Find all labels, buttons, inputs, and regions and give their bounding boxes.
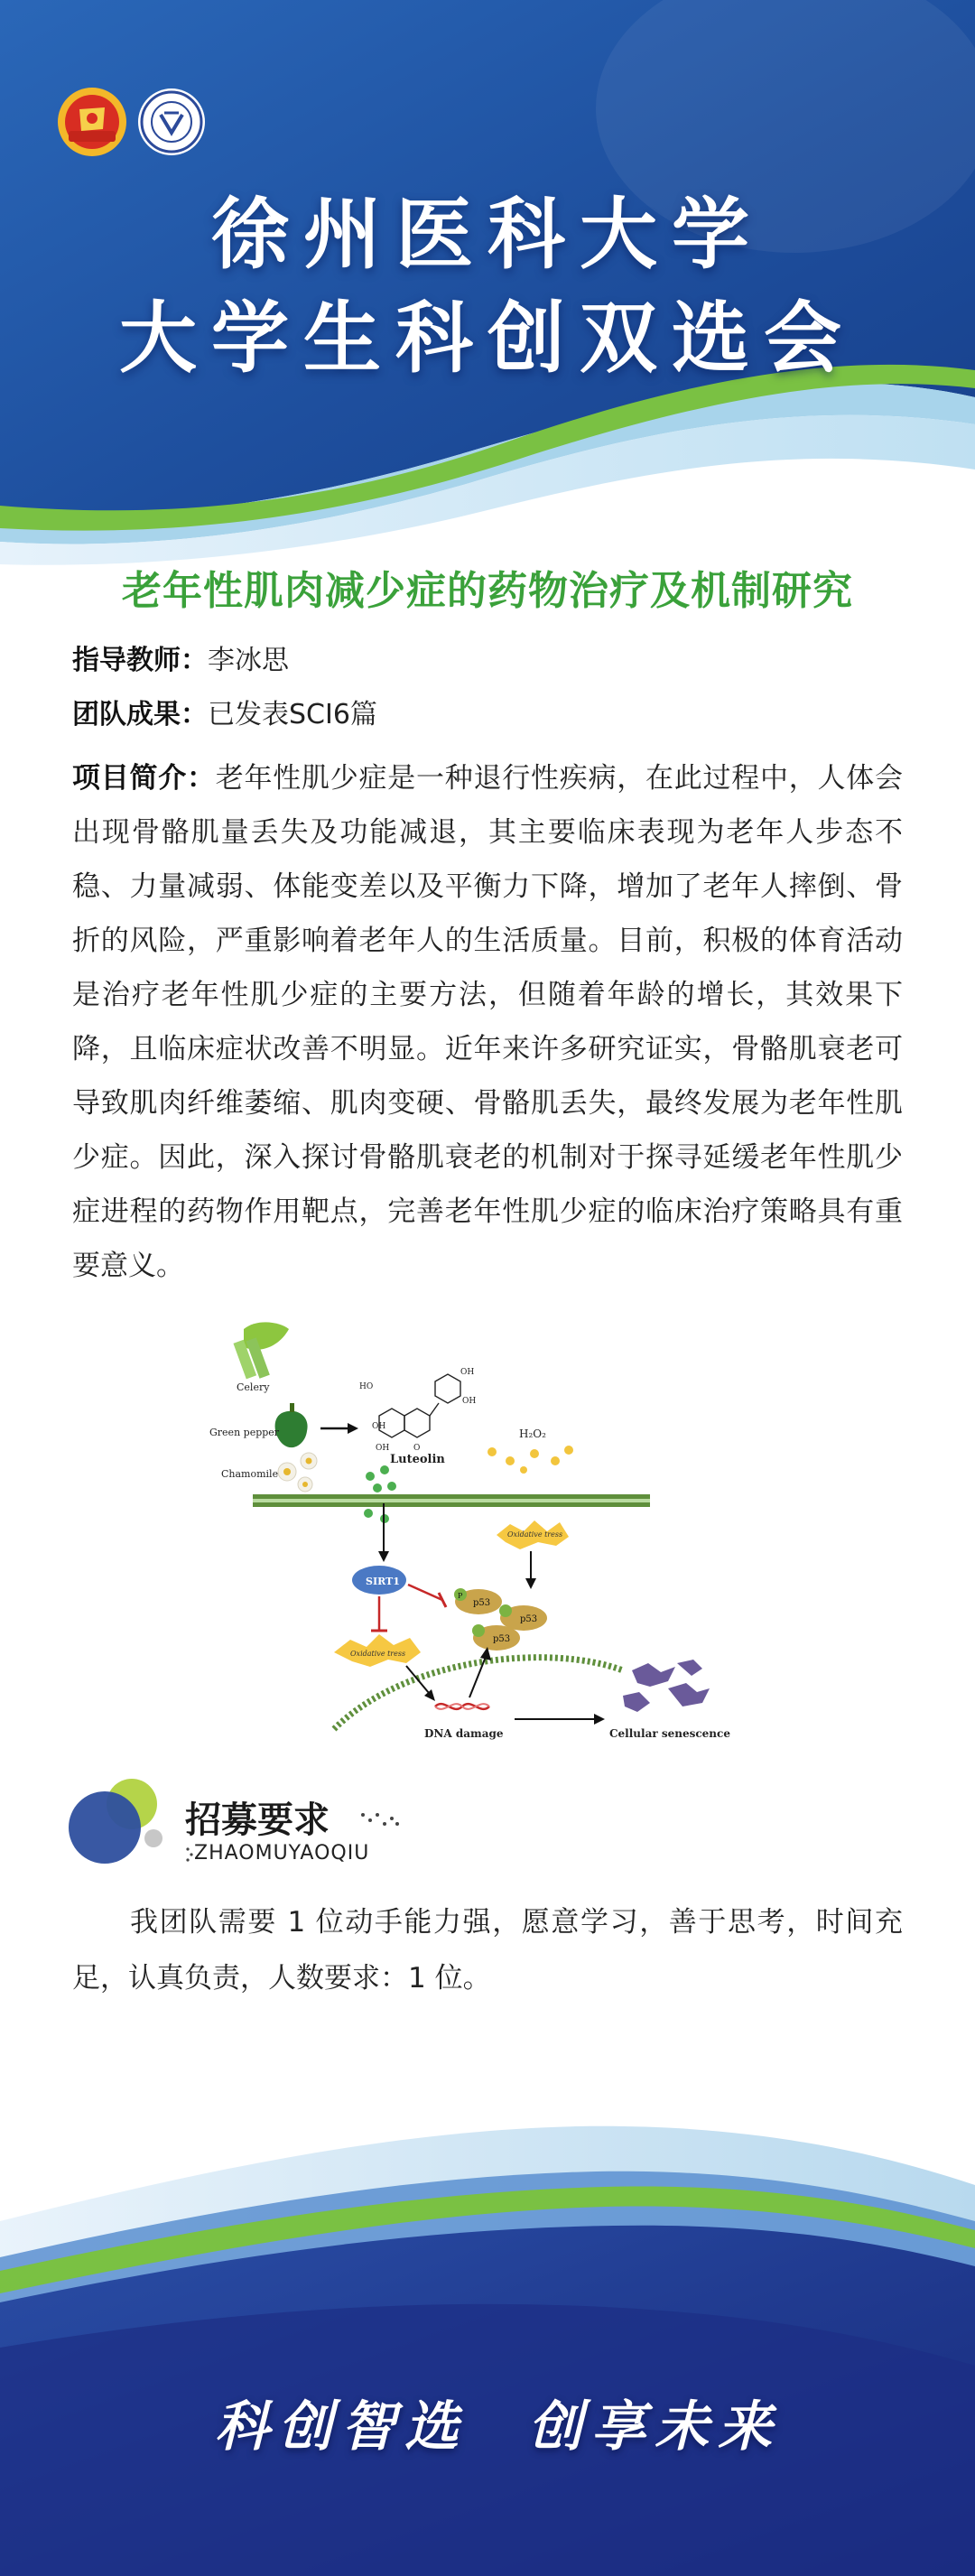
subtitle-dots-icon <box>185 1846 194 1864</box>
intro-text: 老年性肌少症是一种退行性疾病，在此过程中，人体会出现骨骼肌量丢失及功能减退，其主要临床表现为老年人步态不稳、力量减弱、体能变差以及平衡力下降，增加了老年人摔倒、骨折的风险，严重影响着老年人的生活质量。目前，积极的体育活动是治疗老年性肌少症的主要方法，但随着年龄的增长，其效果下降，且临床症状改善不明显。近年来许多研究证实，骨骼肌衰老可导致肌肉纤维萎缩、肌肉变硬、骨骼肌丢失，最终发展为老年性肌少症。因此，深入探讨骨骼肌衰老的机制对于探寻延缓老年性肌少症进程的药物作用靶点，完善老年性肌少症的临床治疗策略具有重要意义。 <box>72 762 903 1282</box>
svg-text:O: O <box>413 1444 421 1453</box>
recruit-title: 招募要求 <box>185 1799 330 1841</box>
advisor-label: 指导教师： <box>72 645 208 676</box>
chamomile-icon <box>278 1453 317 1492</box>
green-pepper-icon <box>275 1411 308 1447</box>
svg-text:p53: p53 <box>473 1598 491 1608</box>
luteolin-label: Luteolin <box>390 1453 445 1466</box>
green-pepper-label: Green pepper <box>209 1427 280 1438</box>
h2o2-dots <box>488 1446 573 1474</box>
achievement-row <box>72 697 903 733</box>
svg-text:OH: OH <box>376 1444 390 1453</box>
slogan-right: 创享未来 <box>528 2395 781 2459</box>
project-title: 老年性肌肉减少症的药物治疗及机制研究 <box>122 568 853 614</box>
svg-text:HO: HO <box>359 1382 374 1391</box>
svg-text:Oxidative tress: Oxidative tress <box>350 1650 406 1658</box>
recruit-subtitle: ZHAOMUYAOQIU <box>194 1842 370 1865</box>
recruit-text: 我团队需要 1 位动手能力强，愿意学习，善于思考，时间充足，认真负责，人数要求：1 位。 <box>72 1906 903 1995</box>
celery-label: Celery <box>237 1381 270 1393</box>
cell-membrane <box>253 1494 650 1507</box>
footer-background <box>0 2077 975 2576</box>
svg-text:p53: p53 <box>493 1634 511 1644</box>
recruit-badge-icon <box>67 1777 172 1871</box>
advisor-value: 李冰思 <box>208 645 289 676</box>
svg-text:p53: p53 <box>520 1614 538 1624</box>
slogan-left: 科创智选 <box>215 2395 468 2459</box>
advisor-row <box>72 643 903 679</box>
achievement-label: 团队成果： <box>72 699 208 730</box>
svg-text:OH: OH <box>372 1422 386 1431</box>
title-line-1: 徐州医科大学 <box>211 190 764 280</box>
svg-text:P: P <box>458 1592 463 1600</box>
luteolin-structure <box>379 1374 460 1437</box>
dna-damage-label: DNA damage <box>424 1727 504 1740</box>
svg-text:OH: OH <box>462 1397 477 1406</box>
achievement-value: 已发表SCI6篇 <box>208 699 377 730</box>
senescent-cells-icon <box>623 1660 710 1712</box>
project-intro <box>72 751 903 1293</box>
celery-icon <box>233 1322 289 1379</box>
intro-label: 项目简介： <box>72 762 216 795</box>
svg-text:Oxidative tress: Oxidative tress <box>507 1530 563 1539</box>
cellular-senescence-label: Cellular senescence <box>609 1727 730 1740</box>
mechanism-diagram <box>199 1309 758 1761</box>
youth-league-logo-icon <box>56 86 128 158</box>
chamomile-label: Chamomile <box>221 1468 279 1480</box>
dots-decoration-icon <box>359 1811 401 1829</box>
university-seal-icon <box>137 88 206 156</box>
h2o2-label: H₂O₂ <box>519 1427 546 1440</box>
title-line-2: 大学生科创双选会 <box>119 293 856 384</box>
svg-text:OH: OH <box>460 1368 475 1377</box>
sirt1-label: SIRT1 <box>366 1576 400 1587</box>
